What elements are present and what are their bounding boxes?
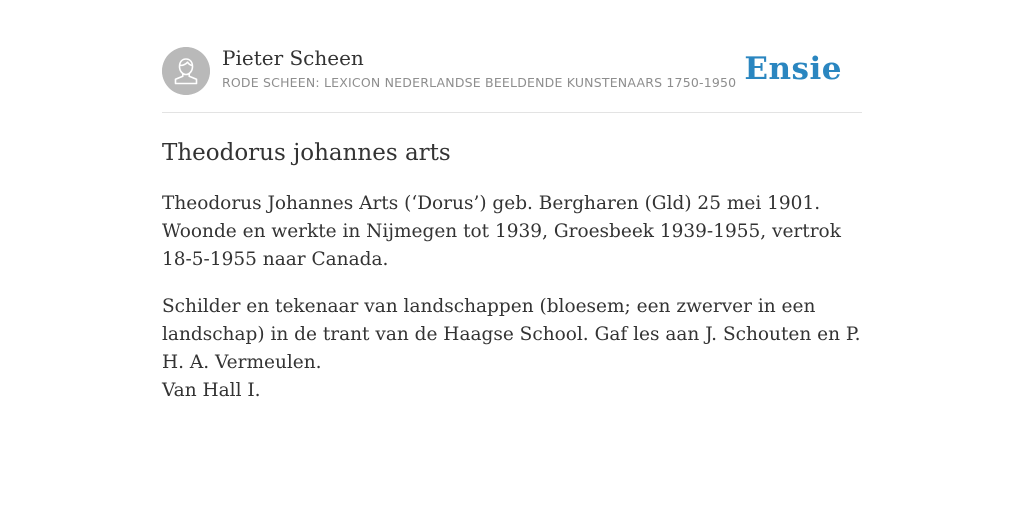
entry-header <box>162 0 862 113</box>
ensie-logo[interactable]: Ensie <box>744 51 842 87</box>
author-name[interactable]: Pieter Scheen <box>222 46 364 70</box>
paragraph-biography: Theodorus Johannes Arts (‘Dorus’) geb. Bergharen (Gld) 25 mei 1901. Woonde en werkte in Nijmegen tot 1939, Groesbeek 1939-1955, vertrok 18-5-1955 naar Canada. <box>162 193 841 270</box>
paragraph-description: Schilder en tekenaar van landschappen (bloesem; een zwerver in een landschap) in de trant van de Haagse School. Gaf les aan J. Schouten en P. H. A. Vermeulen. <box>162 296 861 373</box>
user-avatar-icon <box>162 47 210 95</box>
entry-card <box>162 0 862 401</box>
source-title[interactable]: RODE SCHEEN: LEXICON NEDERLANDSE BEELDENDE KUNSTENAARS 1750-1950 <box>222 75 737 90</box>
paragraph-reference: Van Hall I. <box>162 380 261 401</box>
page-title: Theodorus johannes arts <box>162 140 451 166</box>
